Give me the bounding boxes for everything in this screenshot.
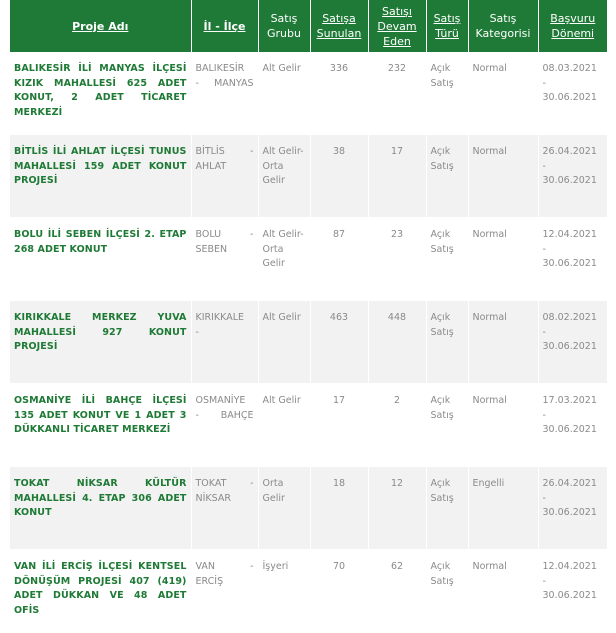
application-period (539, 218, 608, 272)
project-name-cell (10, 550, 191, 633)
location (192, 218, 258, 257)
project-name-cell (10, 135, 191, 218)
project-name-cell (10, 384, 191, 467)
location-cell (191, 384, 258, 467)
offered-cell (310, 384, 368, 467)
location-line1: BİTLİS - (195, 146, 254, 157)
period-end: - 30.06.2021 (542, 243, 597, 269)
table-row (10, 52, 607, 135)
period-start: 08.02.2021 (542, 312, 597, 323)
offered-cell (310, 135, 368, 218)
header-ongoing-line3[interactable]: Eden (383, 34, 411, 48)
sales-category-cell (468, 301, 538, 384)
project-name-cell (10, 218, 191, 301)
location-line1: VAN - (195, 561, 254, 572)
sort-sales-type[interactable] (426, 0, 468, 52)
sales-group: Alt Gelir (262, 312, 301, 323)
header-ongoing-line2[interactable]: Devam (377, 19, 417, 33)
ongoing-count: 232 (387, 63, 407, 74)
period-end: - 30.06.2021 (542, 492, 597, 518)
location-line1: TOKAT - (195, 478, 254, 489)
sales-group-cell (258, 301, 310, 384)
sales-type: Açık Satış (430, 146, 454, 172)
period-cell (538, 52, 607, 135)
sort-location[interactable] (191, 0, 258, 52)
ongoing-cell (368, 550, 426, 633)
sort-period[interactable] (538, 0, 607, 52)
period-end: - 30.06.2021 (542, 575, 597, 601)
ongoing-count: 2 (393, 395, 401, 406)
period-cell (538, 301, 607, 384)
ongoing-cell (368, 218, 426, 301)
period-cell (538, 550, 607, 633)
sales-type-cell (426, 301, 468, 384)
sales-group-cell (258, 467, 310, 550)
header-project-name[interactable]: Proje Adı (72, 19, 129, 33)
sales-group: Orta Gelir (262, 478, 285, 504)
project-name[interactable]: VAN İLİ ERCİŞ İLÇESİ KENTSEL DÖNÜŞÜM PROJESİ 407 (419) ADET DÜKKAN VE 48 ADET OFİS (14, 561, 187, 616)
sales-type-cell (426, 135, 468, 218)
ongoing-count: 23 (390, 229, 404, 240)
location-cell (191, 135, 258, 218)
offered-count: 87 (332, 229, 346, 240)
offered-cell (310, 467, 368, 550)
offered-count: 18 (332, 478, 346, 489)
location-line2: ERCİŞ (195, 575, 224, 587)
project-name-cell (10, 467, 191, 550)
sales-type: Açık Satış (430, 395, 454, 421)
location (192, 52, 258, 91)
sort-offered[interactable] (310, 0, 368, 52)
sales-category: Normal (472, 312, 507, 323)
header-offered-line2[interactable]: Sunulan (316, 27, 362, 40)
sales-category: Normal (472, 229, 507, 240)
sales-group: Alt Gelir (262, 63, 301, 74)
sales-group-cell (258, 52, 310, 135)
header-sales-type-line2[interactable]: Türü (435, 27, 459, 40)
sort-project-name[interactable] (10, 0, 191, 52)
table-row (10, 135, 607, 218)
application-period (539, 384, 608, 438)
sales-type: Açık Satış (430, 312, 454, 338)
header-location[interactable]: İl - İlçe (203, 19, 246, 33)
period-start: 17.03.2021 (542, 395, 597, 406)
sales-group: Alt Gelir (262, 395, 301, 406)
ongoing-count: 12 (390, 478, 404, 489)
location-line2: - (195, 326, 199, 338)
project-name[interactable]: BOLU İLİ SEBEN İLÇESİ 2. ETAP 268 ADET KONUT (14, 229, 187, 255)
offered-cell (310, 218, 368, 301)
ongoing-cell (368, 52, 426, 135)
sales-group-cell (258, 550, 310, 633)
offered-cell (310, 550, 368, 633)
application-period (539, 301, 608, 355)
location (192, 301, 258, 340)
table-header-row (10, 0, 607, 52)
location-line1: OSMANİYE (195, 395, 246, 406)
location (192, 467, 258, 506)
period-end: - 30.06.2021 (542, 326, 597, 352)
location-cell (191, 467, 258, 550)
location-line1: BOLU - (195, 229, 254, 240)
project-name[interactable]: KIRIKKALE MERKEZ YUVA MAHALLESİ 927 KONUT PROJESİ (14, 312, 187, 352)
period-start: 08.03.2021 (542, 63, 597, 74)
location-cell (191, 218, 258, 301)
header-sales-category-line2: Kategorisi (475, 27, 531, 40)
offered-count: 70 (332, 561, 346, 572)
sales-category-cell (468, 52, 538, 135)
offered-cell (310, 301, 368, 384)
table-row (10, 467, 607, 550)
project-name[interactable]: BALIKESİR İLİ MANYAS İLÇESİ KIZIK MAHALLESİ 625 ADET KONUT, 2 ADET TİCARET MERKEZİ (14, 63, 187, 118)
sales-type: Açık Satış (430, 561, 454, 587)
sales-group: Alt Gelir-Orta Gelir (262, 229, 304, 269)
project-name-cell (10, 301, 191, 384)
location-line2: - BAHÇE (195, 409, 254, 421)
location-line1: KIRIKKALE (195, 312, 245, 323)
sales-type-cell (426, 52, 468, 135)
table-body (10, 52, 607, 633)
header-period-line1[interactable]: Başvuru (550, 12, 596, 25)
period-start: 26.04.2021 (542, 146, 597, 157)
table-row (10, 550, 607, 633)
offered-count: 336 (329, 63, 349, 74)
sales-type: Açık Satış (430, 63, 454, 89)
sales-category: Normal (472, 561, 507, 572)
ongoing-count: 448 (387, 312, 407, 323)
header-sales-category-line1: Satış (489, 12, 517, 25)
sales-group-cell (258, 135, 310, 218)
location-line2: - MANYAS (195, 77, 254, 89)
sales-category-cell (468, 384, 538, 467)
location (192, 135, 258, 174)
projects-table (10, 0, 607, 633)
location-cell (191, 550, 258, 633)
sales-group-cell (258, 384, 310, 467)
ongoing-cell (368, 301, 426, 384)
period-end: - 30.06.2021 (542, 77, 597, 103)
sales-type-cell (426, 218, 468, 301)
period-cell (538, 384, 607, 467)
application-period (539, 52, 608, 106)
period-cell (538, 218, 607, 301)
table-row (10, 301, 607, 384)
header-period-line2[interactable]: Dönemi (551, 27, 595, 40)
sales-category: Normal (472, 146, 507, 157)
sales-category-cell (468, 550, 538, 633)
header-offered-line1[interactable]: Satışa (322, 12, 356, 25)
period-end: - 30.06.2021 (542, 409, 597, 435)
offered-count: 38 (332, 146, 346, 157)
sales-category-cell (468, 467, 538, 550)
ongoing-cell (368, 135, 426, 218)
ongoing-cell (368, 384, 426, 467)
header-ongoing-line1[interactable]: Satışı (382, 4, 412, 18)
sales-category-cell (468, 218, 538, 301)
period-start: 12.04.2021 (542, 229, 597, 240)
sales-type-cell (426, 467, 468, 550)
sales-group-cell (258, 218, 310, 301)
sales-type-cell (426, 384, 468, 467)
sales-type: Açık Satış (430, 478, 454, 504)
location-line1: BALIKESİR (195, 63, 245, 74)
location-line2: SEBEN (195, 243, 228, 255)
ongoing-cell (368, 467, 426, 550)
ongoing-count: 62 (390, 561, 404, 572)
project-name[interactable]: OSMANİYE İLİ BAHÇE İLÇESİ 135 ADET KONUT VE 1 ADET 3 DÜKKANLI TİCARET MERKEZİ (14, 395, 187, 435)
period-start: 26.04.2021 (542, 478, 597, 489)
offered-count: 463 (329, 312, 349, 323)
period-cell (538, 467, 607, 550)
sales-group: Alt Gelir-Orta Gelir (262, 146, 304, 186)
table-row (10, 384, 607, 467)
sort-ongoing[interactable] (368, 0, 426, 52)
table-row (10, 218, 607, 301)
application-period (539, 467, 608, 521)
project-name-cell (10, 52, 191, 135)
location-line2: AHLAT (195, 160, 227, 172)
location-line2: NİKSAR (195, 492, 231, 504)
header-sales-group-line2: Grubu (267, 27, 301, 40)
location-cell (191, 301, 258, 384)
location (192, 550, 258, 589)
sales-type-cell (426, 550, 468, 633)
offered-cell (310, 52, 368, 135)
location-cell (191, 52, 258, 135)
header-sales-category (468, 0, 538, 52)
sales-category-cell (468, 135, 538, 218)
period-end: - 30.06.2021 (542, 160, 597, 186)
period-cell (538, 135, 607, 218)
sales-type: Açık Satış (430, 229, 454, 255)
header-sales-type-line1[interactable]: Satış (433, 12, 461, 25)
sales-category: Engelli (472, 478, 505, 489)
project-name[interactable]: TOKAT NİKSAR KÜLTÜR MAHALLESİ 4. ETAP 306 ADET KONUT (14, 478, 187, 518)
sales-category: Normal (472, 63, 507, 74)
sales-group: İşyeri (262, 561, 289, 572)
location (192, 384, 258, 423)
application-period (539, 135, 608, 189)
application-period (539, 550, 608, 604)
ongoing-count: 17 (390, 146, 404, 157)
sales-category: Normal (472, 395, 507, 406)
offered-count: 17 (332, 395, 346, 406)
header-sales-group-line1: Satış (270, 12, 298, 25)
period-start: 12.04.2021 (542, 561, 597, 572)
header-sales-group (258, 0, 310, 52)
project-name[interactable]: BİTLİS İLİ AHLAT İLÇESİ TUNUS MAHALLESİ 159 ADET KONUT PROJESİ (14, 146, 187, 186)
